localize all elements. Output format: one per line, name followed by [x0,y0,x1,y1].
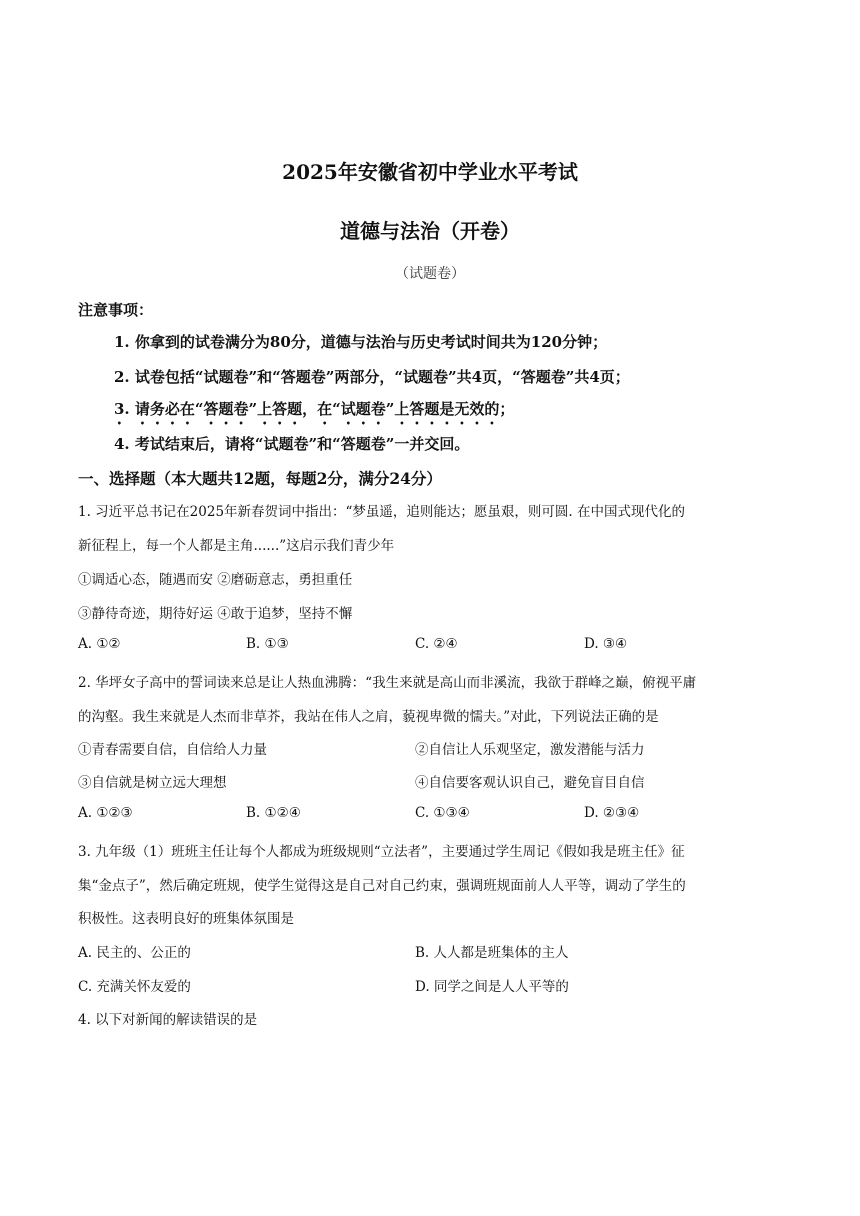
q1-statements-line2: ③静待奇迹，期待好运 ④敢于追梦，坚持不懈 [78,606,353,622]
q1-stem-line2: 新征程上，每一个人都是主角......”这启示我们青少年 [78,538,395,554]
q1-option-b[interactable]: B. ①③ [246,636,289,652]
q2-stem-line2: 的沟壑。我生来就是人杰而非草芥，我站在伟人之肩，藐视卑微的懦夫。”对此，下列说法正确的是 [78,709,659,725]
q4-stem-line1: 4. 以下对新闻的解读错误的是 [78,1012,258,1028]
q2-option-c[interactable]: C. ①③④ [415,805,470,821]
q1-option-c[interactable]: C. ②④ [415,636,458,652]
q3-option-d[interactable]: D. 同学之间是人人平等的 [415,979,569,995]
q3-option-c[interactable]: C. 充满关怀友爱的 [78,979,191,995]
q2-option-d[interactable]: D. ②③④ [584,805,640,821]
q2-option-a[interactable]: A. ①②③ [78,805,133,821]
q2-statement-1: ①青春需要自信，自信给人力量 [78,742,267,758]
exam-title: 2025年安徽省初中学业水平考试 [282,160,578,184]
q2-option-b[interactable]: B. ①②④ [246,805,301,821]
notice-heading: 注意事项： [78,301,154,319]
q3-option-b[interactable]: B. 人人都是班集体的主人 [415,945,569,961]
q1-option-a[interactable]: A. ①② [78,636,121,652]
q2-statement-2: ②自信让人乐观坚定，激发潜能与活力 [415,742,645,758]
notice-item-3: 3. 请务必在“答题卷”上答题，在“试题卷”上答题是无效的； [114,400,515,418]
section-heading: 一、选择题（本大题共12题，每题2分，满分24分） [78,469,442,488]
notice-item-1: 1. 你拿到的试卷满分为80分，道德与法治与历史考试时间共为120分钟； [114,333,608,351]
q2-statement-4: ④自信要客观认识自己，避免盲目自信 [415,775,645,791]
q2-statement-3: ③自信就是树立远大理想 [78,775,227,791]
q2-stem-line1: 2. 华坪女子高中的誓词读来总是让人热血沸腾：“我生来就是高山而非溪流，我欲于群峰之巅，俯视平庸 [78,675,697,691]
notice-item-2: 2. 试卷包括“试题卷”和“答题卷”两部分，“试题卷”共4页，“答题卷”共4页； [114,368,630,386]
q1-stem-line1: 1. 习近平总书记在2025年新春贺词中指出：“梦虽遥，追则能达；愿虽艰，则可圆. 在中国式现代化的 [78,504,686,520]
q3-stem-line2: 集“金点子”，然后确定班规，使学生觉得这是自己对自己约束，强调班规面前人人平等，调动了学生的 [78,878,686,894]
q3-option-a[interactable]: A. 民主的、公正的 [78,945,191,961]
notice-item-4: 4. 考试结束后，请将“试题卷”和“答题卷”一并交回。 [114,435,470,453]
paper-type-label: （试题卷） [395,266,465,282]
q3-stem-line1: 3. 九年级（1）班班主任让每个人都成为班级规则“立法者”，主要通过学生周记《假如我是班主任》征 [78,844,685,860]
q1-statements-line1: ①调适心态，随遇而安 ②磨砺意志，勇担重任 [78,572,353,588]
subject-title: 道德与法治（开卷） [340,219,520,243]
q3-stem-line3: 积极性。这表明良好的班集体氛围是 [78,911,294,927]
q1-option-d[interactable]: D. ③④ [584,636,628,652]
